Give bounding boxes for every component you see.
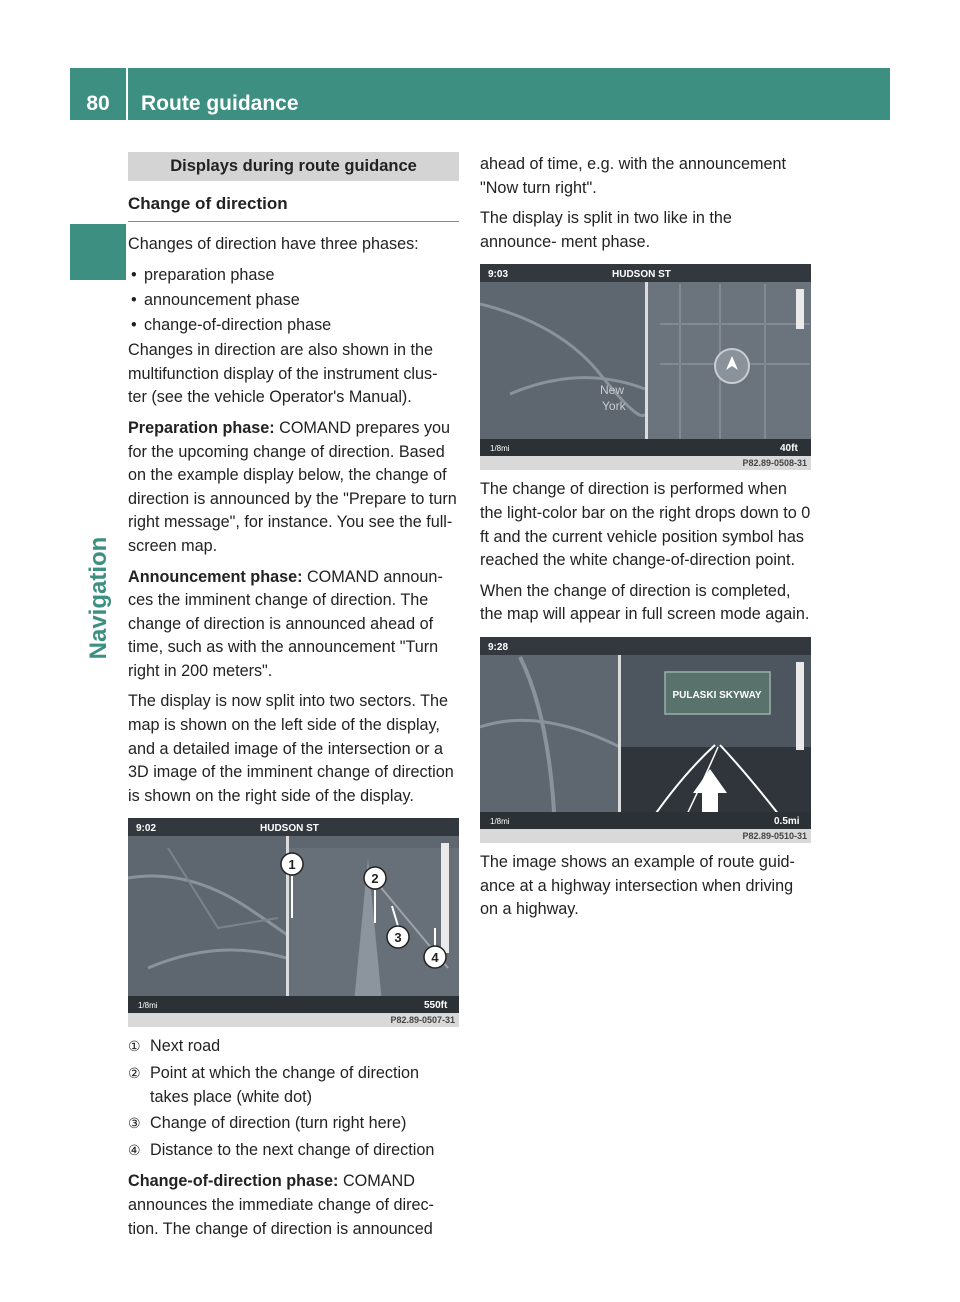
completed-paragraph: When the change of direction is completed, the map will appear in full screen mode again. bbox=[480, 581, 810, 624]
figure-code: P82.89-0507-31 bbox=[128, 1013, 459, 1027]
change-of-direction-label: Change-of-direction phase: bbox=[128, 1172, 339, 1191]
nav-screen-image bbox=[128, 818, 459, 1013]
phase-list bbox=[128, 264, 459, 338]
list-item: • change-of-direction phase bbox=[128, 314, 459, 338]
split-two-paragraph: The display is split in two like in the announce- ment phase. bbox=[480, 209, 732, 251]
announcement-paragraph bbox=[128, 566, 459, 684]
page-title: Route guidance bbox=[141, 92, 299, 115]
figure-code: P82.89-0508-31 bbox=[480, 456, 811, 470]
announcement-text: COMAND announ- ces the imminent change of direction. The change of direction is announced ahead of time, such as with the announcement "Turn right in 200 meters". bbox=[128, 567, 443, 680]
screen-distance: 0.5mi bbox=[774, 815, 800, 827]
svg-text:2: 2 bbox=[371, 871, 379, 887]
legend-text: Next road bbox=[150, 1037, 221, 1056]
legend-number: ④ bbox=[128, 1141, 141, 1158]
screen-scale: 1/8mi bbox=[490, 444, 510, 454]
preparation-paragraph bbox=[128, 417, 459, 559]
example-paragraph: The image shows an example of route guid- ance at a highway intersection when driving on a highway. bbox=[480, 852, 795, 919]
side-tab-marker bbox=[70, 224, 126, 280]
list-item bbox=[128, 1062, 459, 1109]
list-item: • announcement phase bbox=[128, 289, 459, 313]
announcement-label: Announcement phase: bbox=[128, 567, 303, 586]
screen-distance: 40ft bbox=[780, 443, 798, 455]
change-of-direction-text: COMAND announces the immediate change of direc- tion. The change of direction is announced bbox=[128, 1172, 434, 1238]
figure-announcement-display bbox=[128, 818, 459, 1027]
figure-highway-display bbox=[480, 637, 811, 843]
list-item bbox=[128, 1139, 459, 1163]
legend-text: Distance to the next change of direction bbox=[150, 1140, 435, 1159]
highway-sign-text: PULASKI SKYWAY bbox=[672, 689, 762, 701]
intro-paragraph: Changes of direction have three phases: bbox=[128, 235, 419, 253]
callout-legend bbox=[128, 1035, 459, 1162]
screen-time: 9:02 bbox=[136, 823, 157, 835]
svg-text:3: 3 bbox=[394, 930, 402, 946]
legend-number: ① bbox=[128, 1038, 141, 1055]
preparation-text: COMAND prepares you for the upcoming change of direction. Based on the example display below, the change of direction is announced by the "Prepare to turn right message", for instance. You see the full- screen map. bbox=[128, 418, 457, 555]
header-divider bbox=[126, 68, 128, 120]
list-item bbox=[128, 1112, 459, 1136]
legend-number: ② bbox=[128, 1065, 141, 1082]
figure-code: P82.89-0510-31 bbox=[480, 829, 811, 843]
list-item bbox=[128, 1035, 459, 1059]
map-label: York bbox=[602, 399, 626, 414]
instrument-paragraph: Changes in direction are also shown in the multifunction display of the instrument clus- ter (see the vehicle Operator's Manual). bbox=[128, 341, 438, 407]
split-display-paragraph: The display is now split into two sectors. The map is shown on the left side of the display, and a detailed image of the intersection or a 3D image of the imminent change of direction is shown on the right side of the display. bbox=[128, 692, 454, 805]
legend-text: Change of direction (turn right here) bbox=[150, 1114, 407, 1133]
page-number: 80 bbox=[86, 92, 110, 115]
preparation-label: Preparation phase: bbox=[128, 418, 275, 437]
screen-time: 9:03 bbox=[488, 269, 509, 281]
left-column bbox=[128, 152, 459, 1248]
figure-change-of-direction-display bbox=[480, 264, 811, 470]
subheading: Change of direction bbox=[128, 191, 459, 222]
svg-text:1: 1 bbox=[288, 857, 296, 873]
screen-scale: 1/8mi bbox=[138, 1001, 158, 1011]
screen-time: 9:28 bbox=[488, 641, 509, 653]
screen-street: HUDSON ST bbox=[260, 823, 319, 835]
section-title: Displays during route guidance bbox=[128, 152, 459, 181]
screen-scale: 1/8mi bbox=[490, 816, 510, 826]
nav-screen-image bbox=[480, 264, 811, 456]
change-of-direction-paragraph bbox=[128, 1170, 459, 1241]
performed-paragraph: The change of direction is performed when the light-color bar on the right drops down to 0 ft and the current vehicle position symbol has reached the white change-of-direction point. bbox=[480, 480, 811, 570]
legend-text: Point at which the change of direction takes place (white dot) bbox=[150, 1064, 420, 1106]
nav-screen-image bbox=[480, 637, 811, 829]
side-section-label: Navigation bbox=[85, 536, 112, 660]
legend-number: ③ bbox=[128, 1115, 141, 1132]
list-item: • preparation phase bbox=[128, 264, 459, 288]
screen-street: HUDSON ST bbox=[612, 269, 671, 281]
svg-text:4: 4 bbox=[431, 950, 439, 966]
map-label: New bbox=[600, 383, 625, 398]
continued-paragraph: ahead of time, e.g. with the announcement "Now turn right". bbox=[480, 155, 786, 197]
right-column bbox=[480, 153, 812, 929]
screen-distance: 550ft bbox=[424, 1000, 448, 1012]
